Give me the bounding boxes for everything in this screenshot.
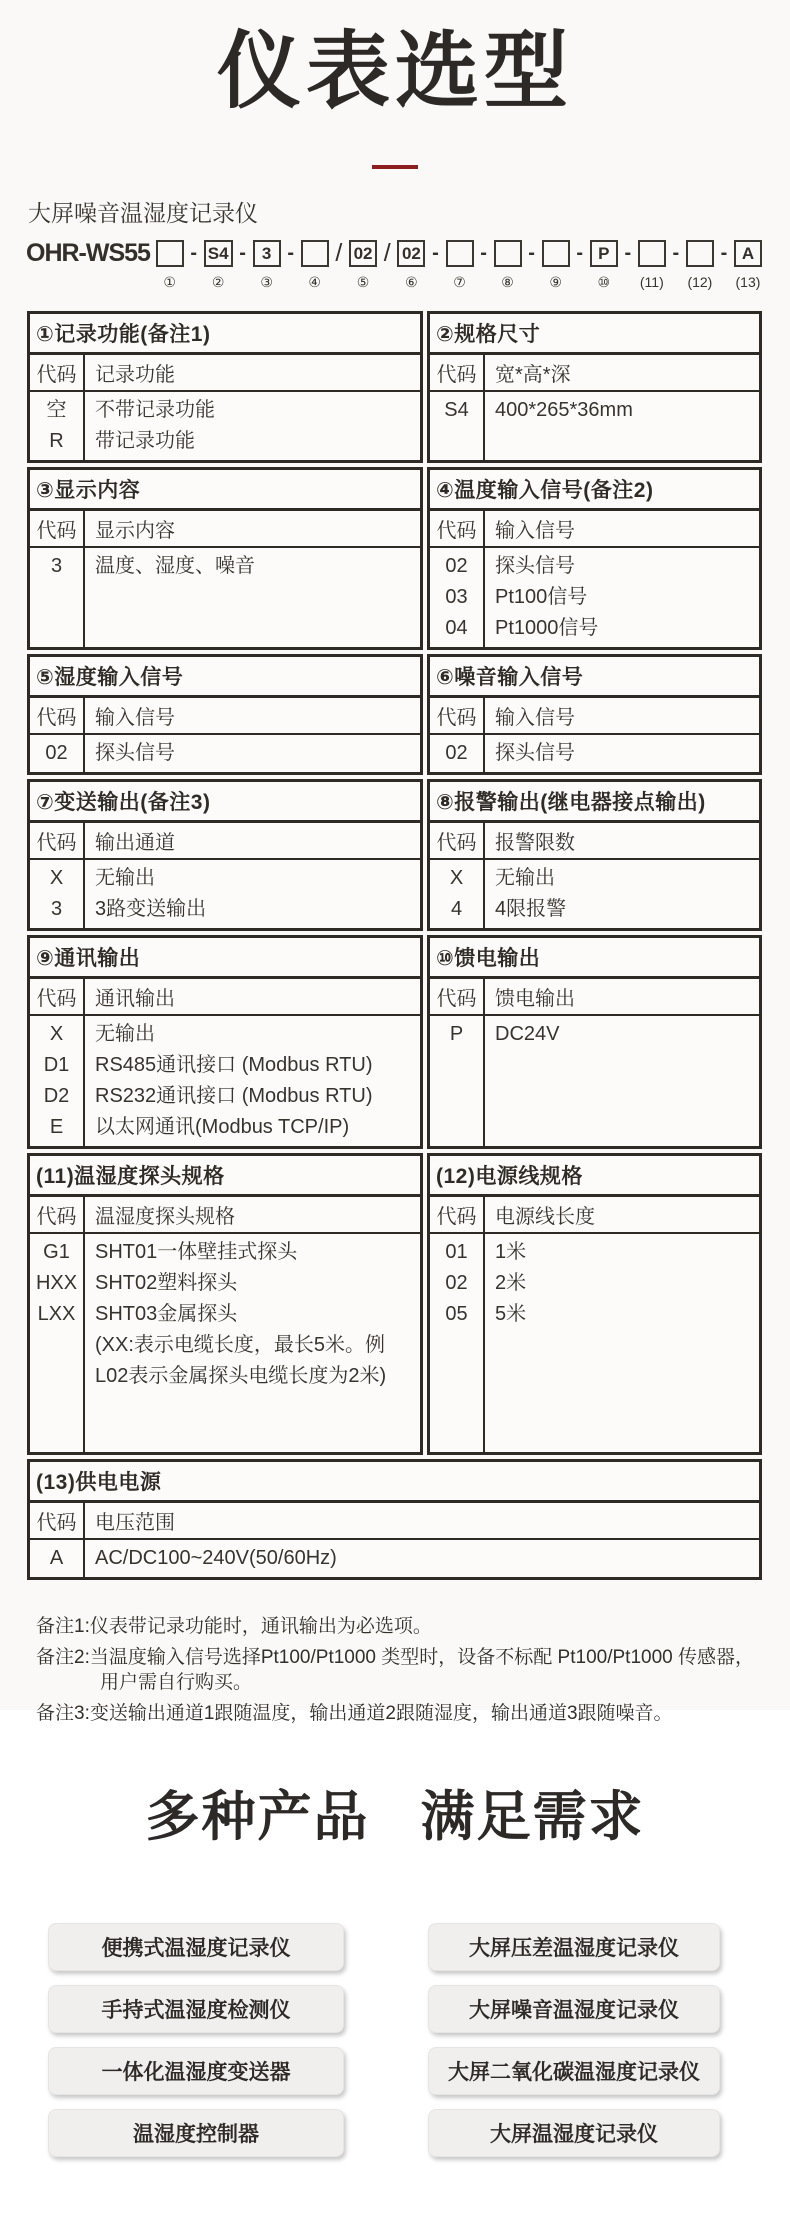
spec-label-value: 不带记录功能 xyxy=(95,399,215,422)
spec-table-title: (11)温湿度探头规格 xyxy=(30,1156,420,1197)
spec-table-code-header: 代码 xyxy=(30,355,85,390)
spec-label-value: 5米 xyxy=(495,1303,527,1326)
spec-label-value: RS232通讯接口 (Modbus RTU) xyxy=(95,1085,373,1108)
spec-table-row xyxy=(27,467,762,650)
spec-code-value: S4 xyxy=(444,399,469,422)
spec-table-13 xyxy=(27,1459,762,1580)
code-separator: - xyxy=(720,242,728,265)
code-position-4 xyxy=(301,240,329,291)
spec-table-code-column xyxy=(30,392,85,460)
spec-table-header-row xyxy=(430,355,759,392)
notes-block xyxy=(36,1614,758,1726)
spec-label-value: Pt1000信号 xyxy=(495,617,599,640)
code-box: 3 xyxy=(253,240,281,267)
spec-table-5 xyxy=(27,654,423,775)
spec-table-code-column xyxy=(430,548,485,647)
spec-code-value: 05 xyxy=(445,1303,468,1326)
spec-table-9 xyxy=(27,935,423,1149)
spec-table-row xyxy=(27,654,762,775)
spec-table-label-header: 通讯输出 xyxy=(95,988,175,1011)
code-position-13 xyxy=(734,240,762,290)
code-position-number: ⑥ xyxy=(405,274,418,291)
spec-table-label-column xyxy=(85,1234,420,1452)
spec-table-body xyxy=(430,860,759,928)
spec-table-label-column xyxy=(485,392,759,460)
spec-table-code-column xyxy=(430,735,485,772)
spec-table-title: ④温度输入信号(备注2) xyxy=(430,470,759,511)
spec-table-header-row xyxy=(30,1197,420,1234)
code-box: 02 xyxy=(349,240,377,267)
spec-table-code-header: 代码 xyxy=(30,698,85,733)
spec-label-value: RS485通讯接口 (Modbus RTU) xyxy=(95,1054,373,1077)
spec-table-body xyxy=(430,392,759,460)
spec-table-code-column xyxy=(30,1234,85,1452)
spec-label-value: 探头信号 xyxy=(495,555,575,578)
spec-code-value: X xyxy=(449,867,464,890)
spec-table-label-header: 显示内容 xyxy=(95,520,175,543)
spec-table-title: (13)供电电源 xyxy=(30,1462,759,1503)
spec-table-code-column xyxy=(30,1016,85,1146)
code-position-number: ② xyxy=(211,274,225,291)
product-button[interactable]: 一体化温湿度变送器 xyxy=(48,2047,344,2095)
spec-table-label-column xyxy=(85,860,420,928)
code-position-number: ① xyxy=(163,274,176,291)
spec-table-title: ⑧报警输出(继电器接点输出) xyxy=(430,782,759,823)
spec-table-row xyxy=(27,311,762,463)
code-box xyxy=(638,240,666,267)
spec-code-value: G1 xyxy=(43,1241,70,1264)
code-box: S4 xyxy=(204,240,233,267)
spec-table-code-header: 代码 xyxy=(30,823,85,858)
code-position-number: ⑩ xyxy=(597,274,611,291)
code-separator: / xyxy=(335,239,343,268)
spec-table-11 xyxy=(27,1153,423,1455)
code-separator: - xyxy=(528,242,535,265)
spec-label-value: (XX:表示电缆长度，最长5米。例L02表示金属探头电缆长度为2米) xyxy=(95,1334,387,1388)
spec-code-value: 02 xyxy=(445,555,468,578)
spec-label-value: 以太网通讯(Modbus TCP/IP) xyxy=(95,1116,350,1139)
code-separator: - xyxy=(287,242,294,265)
spec-label-value: 无输出 xyxy=(495,867,555,890)
spec-table-code-header: 代码 xyxy=(30,979,85,1014)
products-title: 多种产品 满足需求 xyxy=(145,1787,645,1847)
code-position-10 xyxy=(590,240,618,291)
page-title: 仪表选型 xyxy=(216,24,573,118)
code-box xyxy=(686,240,714,267)
spec-table-code-column xyxy=(30,548,85,647)
code-position-6 xyxy=(397,240,425,291)
spec-table-header-row xyxy=(430,511,759,548)
spec-table-title: ⑨通讯输出 xyxy=(30,938,420,979)
product-button[interactable]: 便携式温湿度记录仪 xyxy=(48,1923,344,1971)
code-separator: - xyxy=(576,242,584,265)
spec-code-value: 03 xyxy=(445,586,468,609)
products-section xyxy=(0,1710,790,2231)
note-2: 备注2:当温度输入信号选择Pt100/Pt1000 类型时，设备不标配 Pt100/Pt1000 传感器，用户需自行购买。 xyxy=(36,1647,754,1694)
code-position-5 xyxy=(349,240,377,291)
code-box: 02 xyxy=(397,240,425,267)
spec-table-label-column xyxy=(485,735,759,772)
code-box: A xyxy=(734,240,762,267)
code-separator: - xyxy=(190,242,198,265)
spec-table-body xyxy=(430,1234,759,1452)
spec-code-value: R xyxy=(49,430,64,453)
note-1: 备注1:仪表带记录功能时，通讯输出为必选项。 xyxy=(36,1616,432,1638)
code-position-number: (11) xyxy=(639,274,664,291)
spec-code-value: 02 xyxy=(45,742,68,765)
spec-label-value: SHT03金属探头 xyxy=(95,1303,238,1326)
spec-table-label-header: 输入信号 xyxy=(495,707,575,730)
spec-label-value: 3路变送输出 xyxy=(95,898,207,921)
spec-table-title: ③显示内容 xyxy=(30,470,420,511)
spec-label-value: 1米 xyxy=(495,1241,527,1264)
spec-table-title: ①记录功能(备注1) xyxy=(30,314,420,355)
code-box xyxy=(494,240,522,267)
product-button-grid xyxy=(48,1923,790,2157)
spec-table-4 xyxy=(427,467,762,650)
spec-table-code-column xyxy=(30,1540,85,1577)
spec-code-value: 02 xyxy=(445,1272,468,1295)
code-separator: - xyxy=(624,242,632,265)
product-button[interactable]: 手持式温湿度检测仪 xyxy=(48,1985,344,2033)
spec-label-value: SHT01一体壁挂式探头 xyxy=(95,1241,298,1264)
code-position-number: ⑧ xyxy=(501,274,514,291)
spec-table-title: ⑥噪音输入信号 xyxy=(430,657,759,698)
spec-label-value: 无输出 xyxy=(95,1023,155,1046)
code-position-number: ⑨ xyxy=(549,274,562,291)
spec-code-value: 3 xyxy=(50,555,63,578)
spec-table-header-row xyxy=(430,823,759,860)
code-position-8 xyxy=(494,240,522,291)
spec-code-value: 04 xyxy=(445,617,468,640)
code-separator: / xyxy=(383,239,391,268)
spec-table-code-column xyxy=(430,860,485,928)
spec-table-6 xyxy=(427,654,762,775)
spec-table-title: ②规格尺寸 xyxy=(430,314,759,355)
spec-label-value: AC/DC100~240V(50/60Hz) xyxy=(95,1547,337,1570)
code-position-11 xyxy=(638,240,666,290)
spec-code-value: 3 xyxy=(50,898,63,921)
spec-table-label-header: 馈电输出 xyxy=(495,988,575,1011)
product-button[interactable]: 大屏噪音温湿度记录仪 xyxy=(428,1985,720,2033)
spec-table-label-column xyxy=(85,392,420,460)
spec-table-code-header: 代码 xyxy=(430,1197,485,1232)
spec-code-value: 空 xyxy=(46,399,67,422)
spec-table-3 xyxy=(27,467,423,650)
spec-table-label-header: 电源线长度 xyxy=(495,1206,595,1229)
spec-table-row xyxy=(27,935,762,1149)
spec-table-code-column xyxy=(30,860,85,928)
spec-table-code-column xyxy=(30,735,85,772)
spec-table-12 xyxy=(427,1153,762,1455)
spec-table-header-row xyxy=(30,1503,759,1540)
code-position-number: (13) xyxy=(735,274,761,291)
spec-table-code-column xyxy=(430,1016,485,1146)
spec-label-value: 无输出 xyxy=(95,867,155,890)
spec-table-row xyxy=(27,779,762,931)
spec-label-value: 探头信号 xyxy=(95,742,175,765)
code-separator: - xyxy=(239,242,246,265)
spec-table-code-header: 代码 xyxy=(430,979,485,1014)
code-box xyxy=(446,240,474,267)
spec-code-value: X xyxy=(49,867,64,890)
spec-table-body xyxy=(30,1016,420,1146)
spec-table-code-column xyxy=(430,392,485,460)
model-code-prefix: OHR-WS55 xyxy=(26,239,150,268)
spec-table-body xyxy=(30,1540,759,1577)
title-underline-accent xyxy=(372,165,418,169)
spec-table-body xyxy=(430,735,759,772)
spec-code-value: P xyxy=(449,1023,464,1046)
spec-table-code-header: 代码 xyxy=(30,1197,85,1232)
code-position-12 xyxy=(686,240,714,290)
spec-table-10 xyxy=(427,935,762,1149)
spec-table-code-header: 代码 xyxy=(430,823,485,858)
spec-code-value: X xyxy=(49,1023,64,1046)
spec-code-value: LXX xyxy=(37,1303,76,1326)
spec-table-body xyxy=(30,860,420,928)
spec-code-value: A xyxy=(49,1547,64,1570)
spec-table-label-column xyxy=(85,1016,420,1146)
spec-label-value: 探头信号 xyxy=(495,742,575,765)
spec-table-code-header: 代码 xyxy=(430,355,485,390)
spec-code-value: 02 xyxy=(445,742,468,765)
spec-table-header-row xyxy=(30,355,420,392)
product-button[interactable]: 大屏二氧化碳温湿度记录仪 xyxy=(428,2047,720,2095)
spec-table-header-row xyxy=(430,698,759,735)
spec-table-code-header: 代码 xyxy=(30,511,85,546)
spec-table-7 xyxy=(27,779,423,931)
product-button[interactable]: 大屏温湿度记录仪 xyxy=(428,2109,720,2157)
spec-table-label-column xyxy=(485,860,759,928)
code-position-number: ③ xyxy=(260,274,273,291)
spec-table-code-header: 代码 xyxy=(430,698,485,733)
spec-table-label-column xyxy=(485,1234,759,1452)
code-position-7 xyxy=(446,240,474,291)
code-position-number: ⑤ xyxy=(356,274,370,291)
spec-table-title: ⑦变送输出(备注3) xyxy=(30,782,420,823)
spec-label-value: 400*265*36mm xyxy=(495,399,633,422)
spec-table-1 xyxy=(27,311,423,463)
spec-label-value: SHT02塑料探头 xyxy=(95,1272,238,1295)
spec-table-code-header: 代码 xyxy=(30,1503,85,1538)
spec-table-label-header: 记录功能 xyxy=(95,364,175,387)
spec-table-body xyxy=(30,548,420,647)
spec-table-2 xyxy=(427,311,762,463)
spec-code-value: 4 xyxy=(450,898,463,921)
spec-label-value: 温度、湿度、噪音 xyxy=(95,555,255,578)
spec-table-body xyxy=(30,1234,420,1452)
spec-table-body xyxy=(430,548,759,647)
code-box: P xyxy=(590,240,618,267)
spec-label-value: 2米 xyxy=(495,1272,527,1295)
code-position-1 xyxy=(156,240,184,291)
code-separator: - xyxy=(432,242,439,265)
spec-table-title: ⑩馈电输出 xyxy=(430,938,759,979)
spec-table-label-header: 报警限数 xyxy=(495,832,575,855)
spec-tables xyxy=(27,311,762,1580)
model-code-line xyxy=(26,240,762,291)
spec-table-label-column xyxy=(485,1016,759,1146)
spec-table-body xyxy=(30,735,420,772)
spec-table-label-header: 输入信号 xyxy=(495,520,575,543)
spec-table-label-header: 宽*高*深 xyxy=(495,364,571,387)
code-box xyxy=(156,240,184,267)
spec-code-value: D1 xyxy=(43,1054,70,1077)
spec-table-title: (12)电源线规格 xyxy=(430,1156,759,1197)
spec-table-row xyxy=(27,1459,762,1580)
spec-table-label-header: 温湿度探头规格 xyxy=(95,1206,235,1229)
code-box xyxy=(542,240,570,267)
spec-table-header-row xyxy=(30,511,420,548)
spec-table-code-column xyxy=(430,1234,485,1452)
code-position-2 xyxy=(204,240,233,291)
spec-code-value: 01 xyxy=(445,1241,468,1264)
spec-table-body xyxy=(30,392,420,460)
spec-table-label-header: 电压范围 xyxy=(95,1512,175,1535)
spec-table-label-column xyxy=(485,548,759,647)
spec-table-header-row xyxy=(30,698,420,735)
code-position-number: ④ xyxy=(308,274,321,291)
code-box xyxy=(301,240,329,267)
spec-code-value: HXX xyxy=(35,1272,78,1295)
code-position-3 xyxy=(253,240,281,291)
product-subtitle: 大屏噪音温湿度记录仪 xyxy=(28,200,258,227)
spec-table-header-row xyxy=(30,823,420,860)
spec-label-value: 带记录功能 xyxy=(95,430,195,453)
spec-table-label-header: 输入信号 xyxy=(95,707,175,730)
spec-table-label-column xyxy=(85,735,420,772)
code-separator: - xyxy=(480,242,487,265)
code-position-number: (12) xyxy=(687,274,713,291)
spec-table-label-column xyxy=(85,548,420,647)
spec-code-value: D2 xyxy=(43,1085,70,1108)
spec-table-code-header: 代码 xyxy=(430,511,485,546)
spec-table-body xyxy=(430,1016,759,1146)
product-button[interactable]: 温湿度控制器 xyxy=(48,2109,344,2157)
spec-label-value: DC24V xyxy=(495,1023,560,1046)
product-button[interactable]: 大屏压差温湿度记录仪 xyxy=(428,1923,720,1971)
note-3: 备注3:变送输出通道1跟随温度，输出通道2跟随湿度，输出通道3跟随噪音。 xyxy=(36,1703,673,1725)
spec-table-label-header: 输出通道 xyxy=(95,832,175,855)
spec-table-row xyxy=(27,1153,762,1455)
spec-table-8 xyxy=(427,779,762,931)
spec-table-header-row xyxy=(30,979,420,1016)
code-separator: - xyxy=(672,242,680,265)
spec-label-value: 4限报警 xyxy=(495,898,567,921)
code-position-9 xyxy=(542,240,570,291)
spec-table-header-row xyxy=(430,979,759,1016)
spec-code-value: E xyxy=(49,1116,64,1139)
spec-table-label-column xyxy=(85,1540,759,1577)
spec-table-header-row xyxy=(430,1197,759,1234)
code-position-number: ⑦ xyxy=(453,274,466,291)
spec-label-value: Pt100信号 xyxy=(495,586,588,609)
spec-table-title: ⑤湿度输入信号 xyxy=(30,657,420,698)
